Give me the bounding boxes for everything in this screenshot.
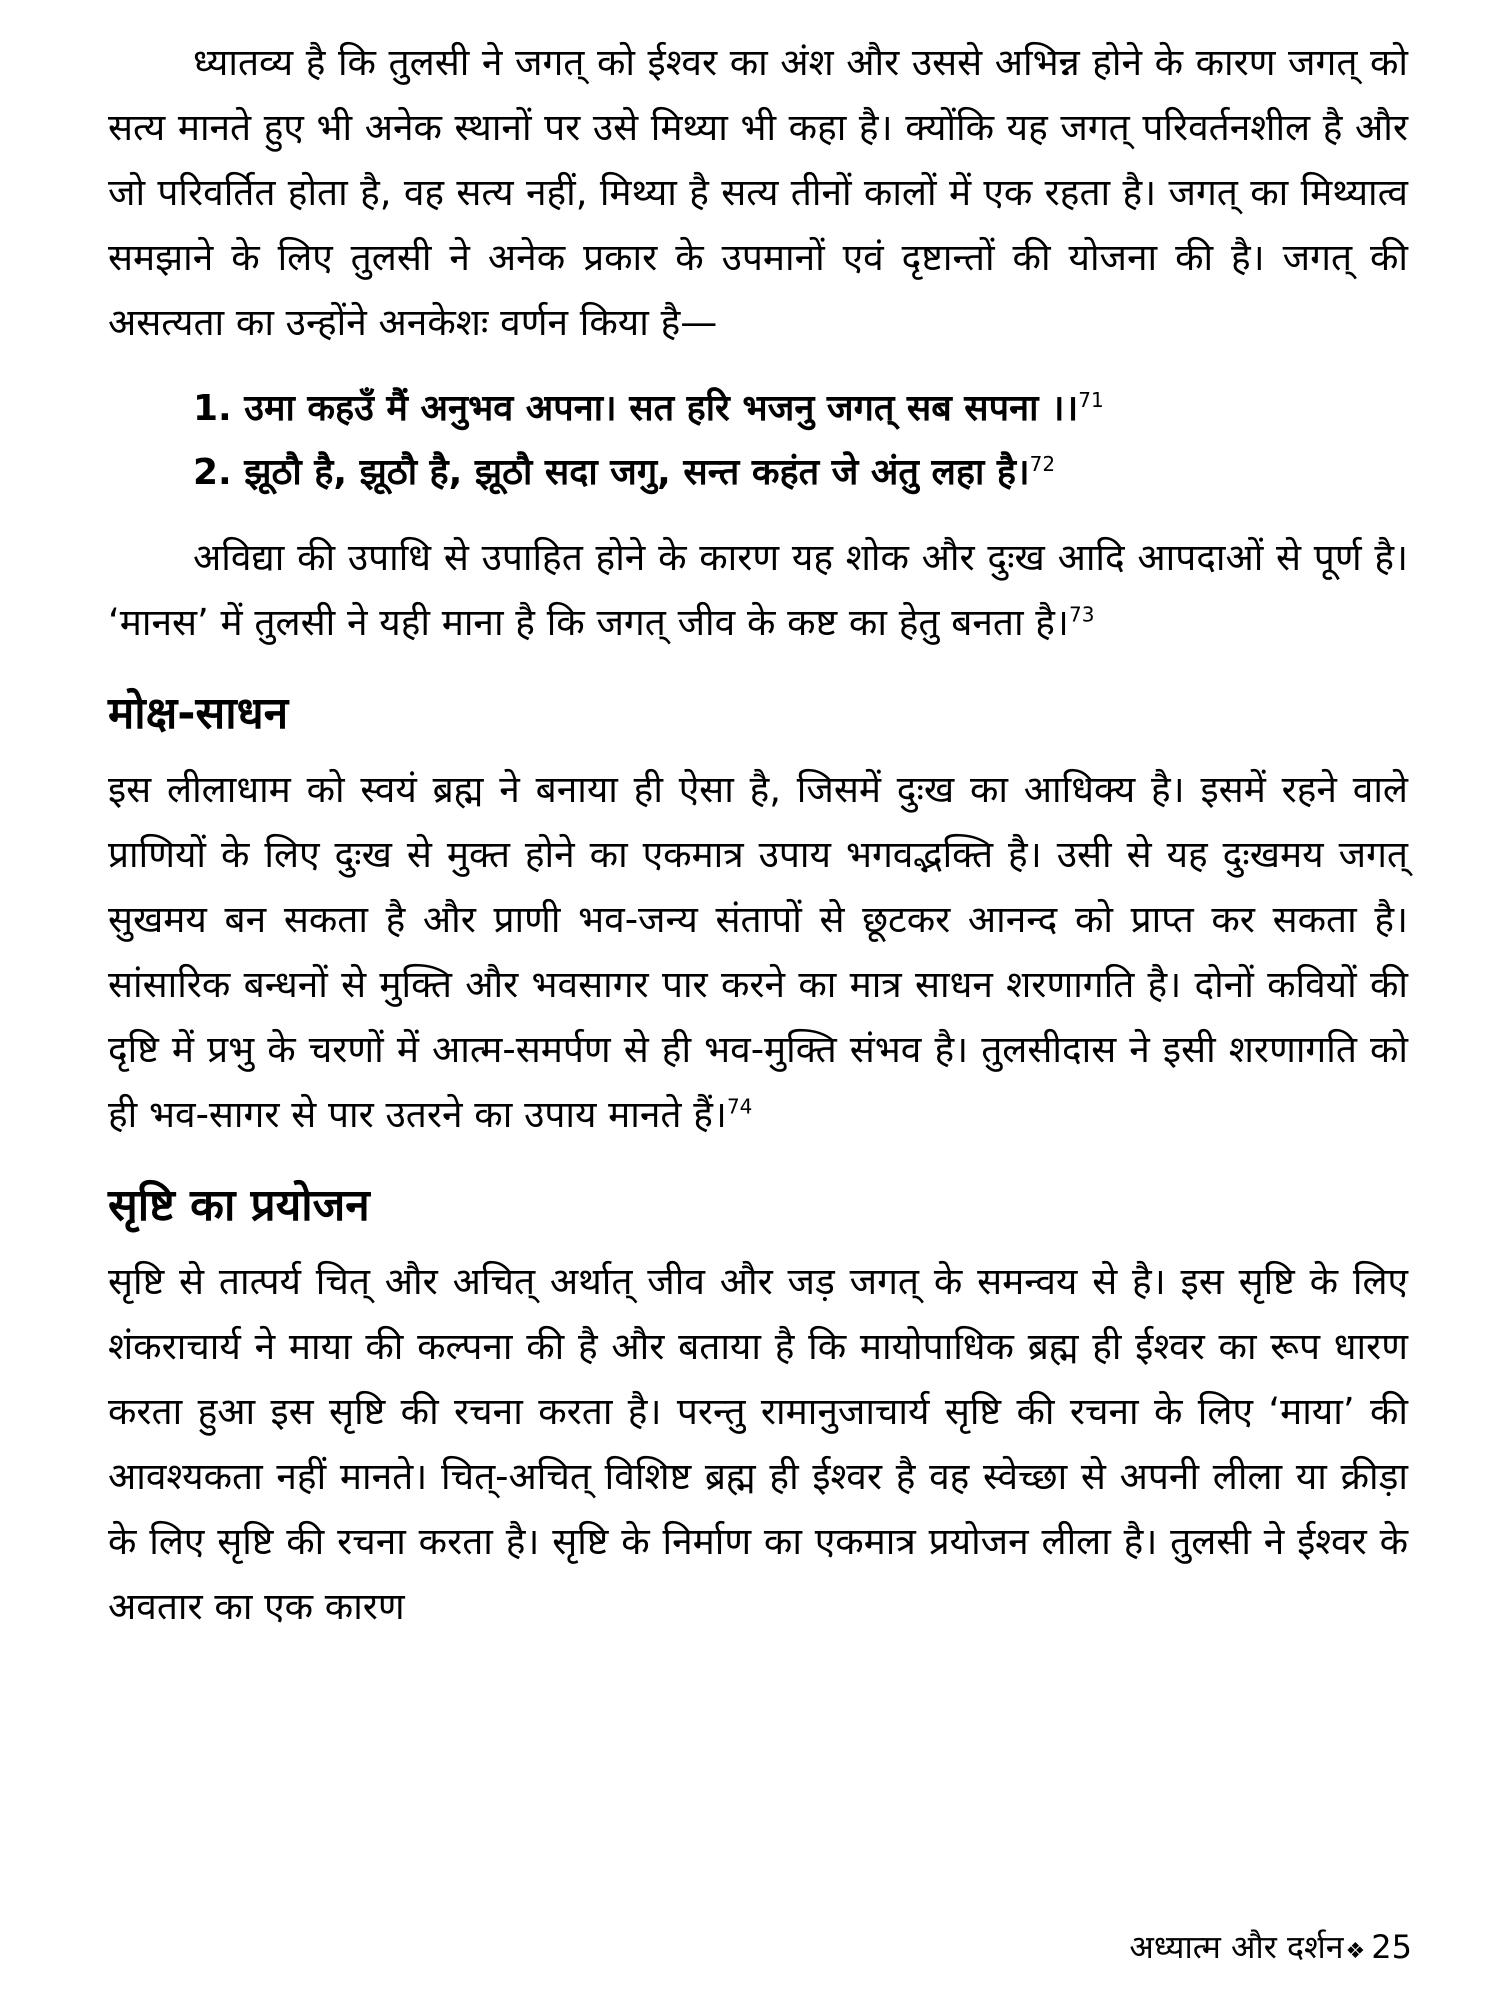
srishti-text: सृष्टि से तात्पर्य चित् और अचित् अर्थात् जीव और जड़ जगत् के समन्वय से है। इस सृष्टि के लिए शंकराचार्य ने माया की कल्पना की है और बताया है कि मायोपाधिक ब्रह्म ही ईश्वर का रूप धारण करता हुआ इस सृष्टि की रचना करता है। परन्तु रामानुजाचार्य सृष्टि की रचना के लिए ‘माया’ की आवश्यकता नहीं मानते। चित्-अचित् विशिष्ट ब्रह्म ही ईश्वर है वह स्वेच्छा से अपनी लीला या क्रीड़ा के लिए सृष्टि की रचना करता है। सृष्टि के निर्माण का एकमात्र प्रयोजन लीला है। तुलसी ने ईश्वर के अवतार का एक कारण [108, 1260, 1408, 1628]
book-page [108, 30, 1408, 1639]
avidya-text: अविद्या की उपाधि से उपाहित होने के कारण यह शोक और दुःख आदि आपदाओं से पूर्ण है। ‘मानस’ में तुलसी ने यही माना है कि जगत् जीव के कष्ट का हेतु बनता है। [108, 536, 1408, 644]
avidya-paragraph [108, 525, 1408, 655]
verse-1-text: 1. उमा कहउँ मैं अनुभव अपना। सत हरि भजनु जगत् सब सपना ।। [193, 388, 1079, 429]
moksha-footnote-ref: 74 [726, 1094, 753, 1119]
intro-paragraph [108, 30, 1408, 355]
verse-2-footnote-ref: 72 [1029, 452, 1056, 476]
running-title: अध्यात्म और दर्शन [1129, 1928, 1344, 1966]
srishti-paragraph [108, 1249, 1408, 1639]
verse-1-footnote-ref: 71 [1078, 388, 1104, 412]
moksha-paragraph [108, 757, 1408, 1147]
moksha-text: इस लीलाधाम को स्वयं ब्रह्म ने बनाया ही ऐसा है, जिसमें दुःख का आधिक्य है। इसमें रहने वाले प्राणियों के लिए दुःख से मुक्त होने का एकमात्र उपाय भगवद्भक्ति है। उसी से यह दुःखमय जगत् सुखमय बन सकता है और प्राणी भव-जन्य संतापों से छूटकर आनन्द को प्राप्त कर सकता है। सांसारिक बन्धनों से मुक्ति और भवसागर पार करने का मात्र साधन शरणागति है। दोनों कवियों की दृष्टि में प्रभु के चरणों में आत्म-समर्पण से ही भव-मुक्ति संभव है। तुलसीदास ने इसी शरणागति को ही भव-सागर से पार उतरने का उपाय मानते हैं। [108, 768, 1408, 1136]
srishti-heading: सृष्टि का प्रयोजन [108, 1180, 370, 1231]
verse-1 [193, 377, 1408, 441]
page-footer [1129, 1925, 1412, 1968]
intro-text: ध्यातव्य है कि तुलसी ने जगत् को ईश्वर का अंश और उससे अभिन्न होने के कारण जगत् को सत्य मानते हुए भी अनेक स्थानों पर उसे मिथ्या भी कहा है। क्योंकि यह जगत् परिवर्तनशील है और जो परिवर्तित होता है, वह सत्य नहीं, मिथ्या है सत्य तीनों कालों में एक रहता है। जगत् का मिथ्यात्व समझाने के लिए तुलसी ने अनेक प्रकार के उपमानों एवं दृष्टान्तों की योजना की है। जगत् की असत्यता का उन्होंने अनकेशः वर्णन किया है— [108, 41, 1408, 344]
moksha-heading: मोक्ष-साधन [108, 688, 289, 739]
verse-2 [193, 441, 1408, 505]
verse-2-text: 2. झूठौ है, झूठौ है, झूठौ सदा जगु, सन्त कहंत जे अंतु लहा है। [193, 452, 1030, 493]
page-number: 25 [1371, 1928, 1412, 1966]
verse-list [108, 377, 1408, 505]
ornament-icon: ❖ [1345, 1939, 1366, 1964]
avidya-footnote-ref: 73 [1068, 602, 1095, 627]
